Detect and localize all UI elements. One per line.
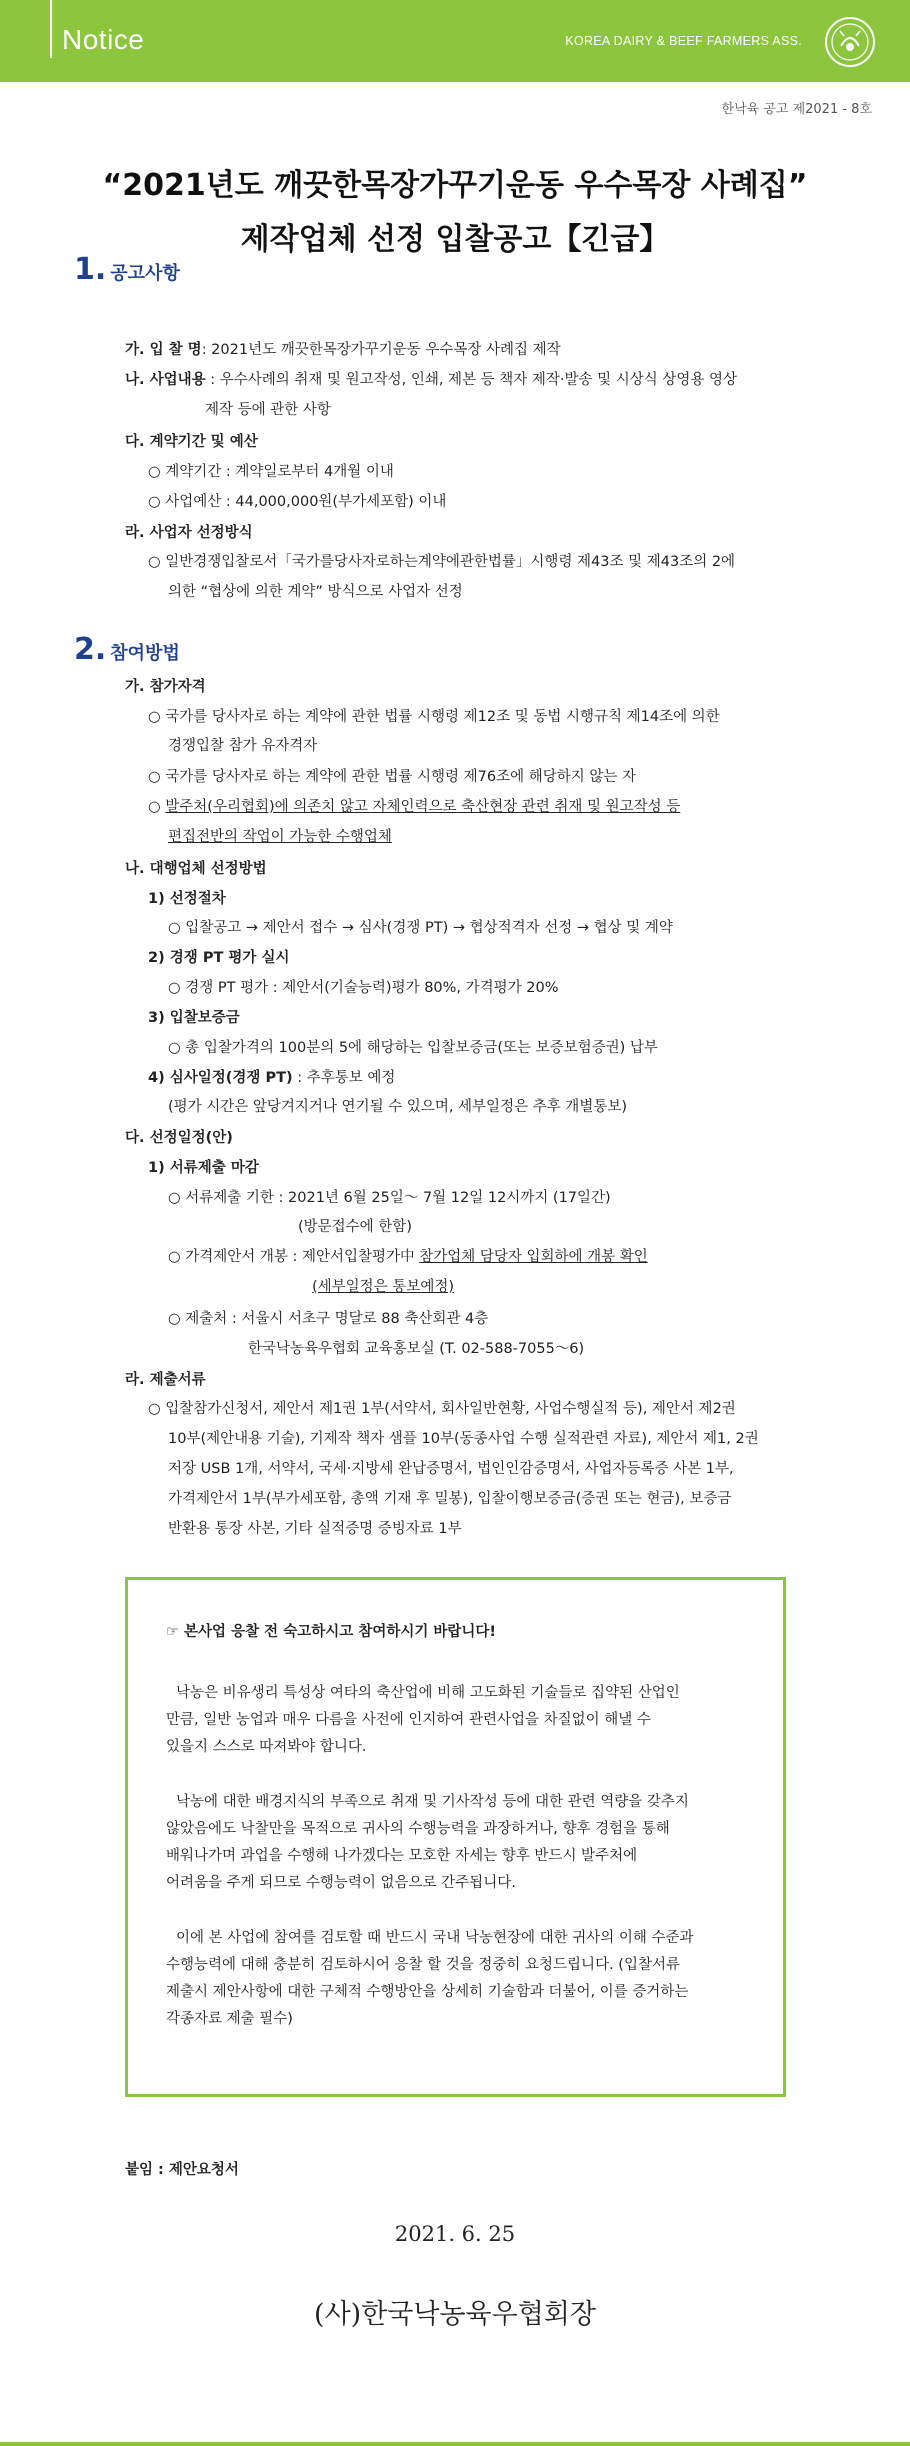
s2-ra-item-3: 저장 USB 1개, 서약서, 국세·지방세 완납증명서, 법인인감증명서, 사업자등록증 사본 1부, bbox=[168, 1461, 734, 1477]
s2-na-label: 나. 대행업체 선정방법 bbox=[125, 861, 267, 877]
s2-n1-label: 1) 선정절차 bbox=[148, 891, 226, 907]
s2-n1-value: ○ 입찰공고 → 제안서 접수 → 심사(경쟁 PT) → 협상적격자 선정 → 협상 및 계약 bbox=[168, 920, 673, 936]
section-1-label: 공고사항 bbox=[110, 263, 180, 284]
issue-date: 2021. 6. 25 bbox=[394, 2222, 516, 2246]
s1-na-label: 나. 사업내용 bbox=[125, 372, 206, 388]
s2-n4-sub: (평가 시간은 앞당겨지거나 연기될 수 있으며, 세부일정은 추후 개별통보) bbox=[168, 1099, 627, 1115]
section-2-heading bbox=[74, 632, 180, 667]
s1-item-ga bbox=[125, 338, 561, 359]
page-title-line1: “2021년도 깨끗한목장가꾸기운동 우수목장 사례집” bbox=[102, 168, 808, 203]
s2-d1-item-c2: 한국낙농육우협회 교육홍보실 (T. 02-588-7055～6) bbox=[248, 1341, 585, 1357]
document-number: 한낙육 공고 제2021 - 8호 bbox=[721, 102, 872, 117]
page-title-line2: 제작업체 선정 입찰공고【긴급】 bbox=[240, 222, 670, 257]
s2-n2-value: ○ 경쟁 PT 평가 : 제안서(기술능력)평가 80%, 가격평가 20% bbox=[168, 980, 559, 996]
s1-da-label: 다. 계약기간 및 예산 bbox=[125, 434, 258, 450]
caution-p2-line1: 낙농에 대한 배경지식의 부족으로 취재 및 기사작성 등에 대한 관련 역량을 갖추지 bbox=[176, 1794, 689, 1810]
caution-p1-line2: 만큼, 일반 농업과 매우 다름을 사전에 인지하여 관련사업을 차질없이 해낼 수 bbox=[166, 1712, 651, 1728]
s2-n2-label: 2) 경쟁 PT 평가 실시 bbox=[148, 950, 290, 966]
s2-d1-item-a: ○ 서류제출 기한 : 2021년 6월 25일～ 7월 12일 12시까지 (17일간) bbox=[168, 1190, 611, 1206]
s1-ga-label: 가. 입 찰 명 bbox=[125, 342, 202, 358]
s2-n4 bbox=[148, 1066, 395, 1087]
caution-p3-line1: 이에 본 사업에 참여를 검토할 때 반드시 국내 낙농현장에 대한 귀사의 이해 수준과 bbox=[176, 1930, 694, 1946]
s1-ra-item-2: 의한 “협상에 의한 계약” 방식으로 사업자 선정 bbox=[168, 584, 463, 600]
footer-bar bbox=[0, 2442, 910, 2446]
s2-ga-item-1a: ○ 국가를 당사자로 하는 계약에 관한 법률 시행령 제12조 및 동법 시행규칙 제14조에 의한 bbox=[148, 709, 720, 725]
s2-ga-item-3b: 편집전반의 작업이 가능한 수행업체 bbox=[168, 829, 392, 845]
section-2-label: 참여방법 bbox=[110, 643, 180, 664]
organization-name: KOREA DAIRY & BEEF FARMERS ASS. bbox=[565, 34, 802, 48]
caution-p1-line3: 있을지 스스로 따져봐야 합니다. bbox=[166, 1739, 367, 1755]
s1-na-value-2: 제작 등에 관한 사항 bbox=[205, 402, 331, 418]
s2-d1-item-c: ○ 제출처 : 서울시 서초구 명달로 88 축산회관 4층 bbox=[168, 1311, 489, 1327]
s2-ga-item-3a bbox=[148, 795, 680, 816]
header-divider bbox=[50, 0, 52, 58]
caution-p3-line4: 각종자료 제출 필수) bbox=[166, 2011, 293, 2027]
s2-da-label: 다. 선정일정(안) bbox=[125, 1130, 233, 1146]
s1-da-item-1: ○ 계약기간 : 계약일로부터 4개월 이내 bbox=[148, 464, 394, 480]
s1-na-value-1: : 우수사례의 취재 및 원고작성, 인쇄, 제본 등 책자 제작·발송 및 시상식 상영용 영상 bbox=[210, 372, 738, 388]
s2-ga-item-3-bullet: ○ bbox=[148, 799, 166, 815]
notice-label: Notice bbox=[62, 24, 145, 55]
s2-d1-item-b bbox=[168, 1245, 648, 1266]
s1-da-item-2: ○ 사업예산 : 44,000,000원(부가세포함) 이내 bbox=[148, 494, 447, 510]
s2-d1-item-b2: (세부일정은 통보예정) bbox=[312, 1279, 454, 1295]
header-bar bbox=[0, 0, 910, 82]
issuer-signature: (사)한국낙농육우협회장 bbox=[314, 2299, 596, 2330]
caution-notice-box bbox=[125, 1577, 786, 2097]
s2-ga-label: 가. 참가자격 bbox=[125, 679, 206, 695]
s2-n3-value: ○ 총 입찰가격의 100분의 5에 해당하는 입찰보증금(또는 보증보험증권) 납부 bbox=[168, 1040, 658, 1056]
s1-ga-value: : 2021년도 깨끗한목장가꾸기운동 우수목장 사례집 제작 bbox=[201, 342, 561, 358]
s2-ra-label: 라. 제출서류 bbox=[125, 1372, 206, 1388]
s1-item-na bbox=[125, 368, 737, 389]
s2-d1-item-a2: (방문접수에 한함) bbox=[298, 1219, 412, 1235]
s2-n3-label: 3) 입찰보증금 bbox=[148, 1010, 240, 1026]
s2-d1-item-b-underlined: 참가업체 담당자 입회하에 개봉 확인 bbox=[419, 1249, 648, 1265]
s2-ga-item-1b: 경쟁입찰 참가 유자격자 bbox=[168, 738, 318, 754]
s2-ga-item-3a-text: 발주처(우리협회)에 의존치 않고 자체인력으로 축산현장 관련 취재 및 원고작성 등 bbox=[165, 799, 681, 815]
s2-ra-item-1: ○ 입찰참가신청서, 제안서 제1권 1부(서약서, 회사일반현황, 사업수행실적 등), 제안서 제2권 bbox=[148, 1401, 736, 1417]
s2-ra-item-4: 가격제안서 1부(부가세포함, 총액 기재 후 밀봉), 입찰이행보증금(증권 또는 현금), 보증금 bbox=[168, 1491, 732, 1507]
s2-ra-item-2: 10부(제안내용 기술), 기제작 책자 샘플 10부(동종사업 수행 실적관련 자료), 제안서 제1, 2권 bbox=[168, 1431, 759, 1447]
section-1-number: 1. bbox=[74, 252, 107, 287]
section-1-heading bbox=[74, 252, 180, 287]
s2-n4-label: 4) 심사일정(경쟁 PT) bbox=[148, 1070, 293, 1086]
s2-d1-label: 1) 서류제출 마감 bbox=[148, 1160, 259, 1176]
attachment-note: 붙임 : 제안요청서 bbox=[125, 2162, 239, 2178]
caution-p3-line2: 수행능력에 대해 충분히 검토하시어 응찰 할 것을 정중히 요청드립니다. (입찰서류 bbox=[166, 1957, 680, 1973]
caution-p3-line3: 제출시 제안사항에 대한 구체적 수행방안을 상세히 기술함과 더불어, 이를 증거하는 bbox=[166, 1984, 689, 2000]
section-2-number: 2. bbox=[74, 632, 107, 667]
caution-p2-line4: 어려움을 주게 되므로 수행능력이 없음으로 간주됩니다. bbox=[166, 1875, 516, 1891]
caution-p1-line1: 낙농은 비유생리 특성상 여타의 축산업에 비해 고도화된 기술들로 집약된 산업인 bbox=[176, 1685, 680, 1701]
s2-ga-item-2: ○ 국가를 당사자로 하는 계약에 관한 법률 시행령 제76조에 해당하지 않는 자 bbox=[148, 769, 637, 785]
caution-heading: ☞ 본사업 응찰 전 숙고하시고 참여하시기 바랍니다! bbox=[166, 1624, 497, 1640]
s2-n4-value: : 추후통보 예정 bbox=[292, 1070, 396, 1086]
s2-ra-item-5: 반환용 통장 사본, 기타 실적증명 증빙자료 1부 bbox=[168, 1521, 462, 1537]
s2-d1-item-b-text: ○ 가격제안서 개봉 : 제안서입찰평가中 bbox=[168, 1249, 420, 1265]
caution-p2-line2: 않았음에도 낙찰만을 목적으로 귀사의 수행능력을 과장하거나, 향후 경험을 통해 bbox=[166, 1821, 670, 1837]
caution-p2-line3: 배워나가며 과업을 수행해 나가겠다는 모호한 자세는 향후 반드시 발주처에 bbox=[166, 1848, 638, 1864]
association-seal-icon bbox=[824, 16, 876, 68]
s1-ra-label: 라. 사업자 선정방식 bbox=[125, 525, 253, 541]
s1-ra-item-1: ○ 일반경쟁입찰로서「국가를당사자로하는계약에관한법률」시행령 제43조 및 제43조의 2에 bbox=[148, 554, 736, 570]
